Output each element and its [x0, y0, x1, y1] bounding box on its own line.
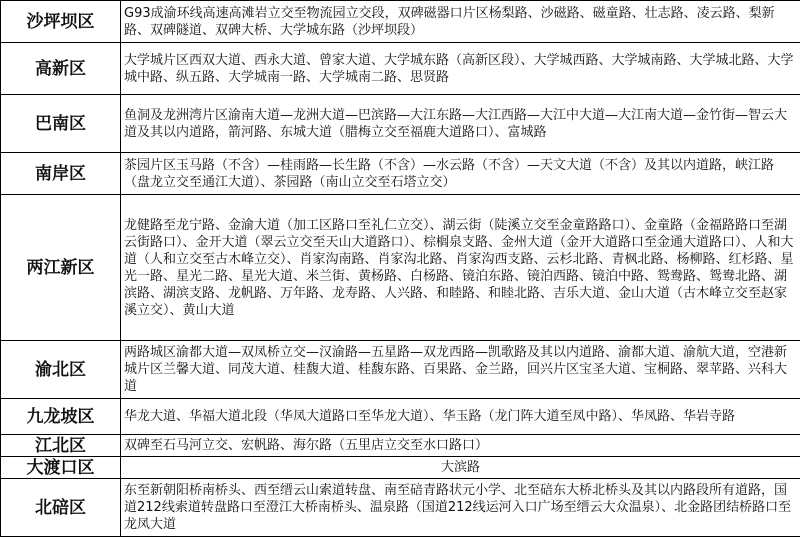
road-list: 龙健路至龙宁路、金渝大道（加工区路口至礼仁立交）、湖云街（陡溪立交至金童路路口）、金童路（金福路路口至湖云街路口）、金开大道（翠云立交至天山大道路口）、棕榈泉支路、金州大道（金开大道路口至金通大道路口）、人和大道（人和立交至古木峰立交）、肖家沟南路、肖家沟北路、肖家沟西支路、云杉北路、青枫北路、杨柳路、红杉路、星光一路、星光二路、星光大道、米兰街、黄杨路、白杨路、镜泊东路、镜泊西路、镜泊中路、鸳鸯路、鸳鸯北路、湖滨路、湖滨支路、龙帆路、万年路、龙寿路、人兴路、和睦路、和睦北路、吉乐大道、金山大道（古木峰立交至赵家溪立交）、黄山大道 [121, 195, 800, 341]
road-list: 双碑至石马河立交、宏帆路、海尔路（五里店立交至水口路口） [121, 435, 800, 457]
district-name: 巴南区 [1, 95, 121, 153]
table-row [1, 479, 800, 537]
district-name: 高新区 [1, 43, 121, 95]
table-row [1, 1, 800, 43]
district-name: 两江新区 [1, 195, 121, 341]
road-list: 茶园片区玉马路（不含）—桂雨路—长生路（不含）—水云路（不含）—天文大道（不含）及其以内道路，峡江路（盘龙立交至通江大道）、茶园路（南山立交至石塔立交） [121, 153, 800, 195]
road-list: 华龙大道、华福大道北段（华凤大道路口至华龙大道）、华玉路（龙门阵大道至凤中路）、华凤路、华岩寺路 [121, 399, 800, 435]
table-row [1, 399, 800, 435]
road-list: 两路城区渝都大道—双凤桥立交—汉渝路—五星路—双龙西路—凯歌路及其以内道路、渝都大道、渝航大道，空港新城片区兰馨大道、同茂大道、桂馥大道、桂馥东路、百果路、金兰路，回兴片区宝圣大道、宝桐路、翠苹路、兴科大道 [121, 341, 800, 399]
road-list: 大学城片区西双大道、西永大道、曾家大道、大学城东路（高新区段）、大学城西路、大学城南路、大学城北路、大学城中路、纵五路、大学城南一路、大学城南二路、思贤路 [121, 43, 800, 95]
table-row [1, 153, 800, 195]
table-row [1, 457, 800, 479]
district-name: 渝北区 [1, 341, 121, 399]
district-name: 沙坪坝区 [1, 1, 121, 43]
table-row [1, 341, 800, 399]
road-list: 大滨路 [121, 457, 800, 479]
district-name: 南岸区 [1, 153, 121, 195]
district-name: 九龙坡区 [1, 399, 121, 435]
road-list: 东至新朝阳桥南桥头、西至缙云山索道转盘、南至碚青路状元小学、北至碚东大桥北桥头及其以内路段所有道路，国道212线索道转盘路口至澄江大桥南桥头、温泉路（国道212线运河入口广场至缙云大众温泉）、北金路团结桥路口至龙凤大道 [121, 479, 800, 537]
table-row [1, 435, 800, 457]
table-row [1, 43, 800, 95]
road-list: G93成渝环线高速高滩岩立交至物流园立交段，双碑磁器口片区杨梨路、沙磁路、磁童路、壮志路、凌云路、梨新路、双碑隧道、双碑大桥、大学城东路（沙坪坝段） [121, 1, 800, 43]
district-name: 北碚区 [1, 479, 121, 537]
district-name: 江北区 [1, 435, 121, 457]
road-list: 鱼洞及龙洲湾片区渝南大道—龙洲大道—巴滨路—大江东路—大江西路—大江中大道—大江南大道—金竹街—智云大道及其以内道路，箭河路、东城大道（腊梅立交至福鹿大道路口）、富城路 [121, 95, 800, 153]
table-row [1, 195, 800, 341]
table-row [1, 95, 800, 153]
district-name: 大渡口区 [1, 457, 121, 479]
